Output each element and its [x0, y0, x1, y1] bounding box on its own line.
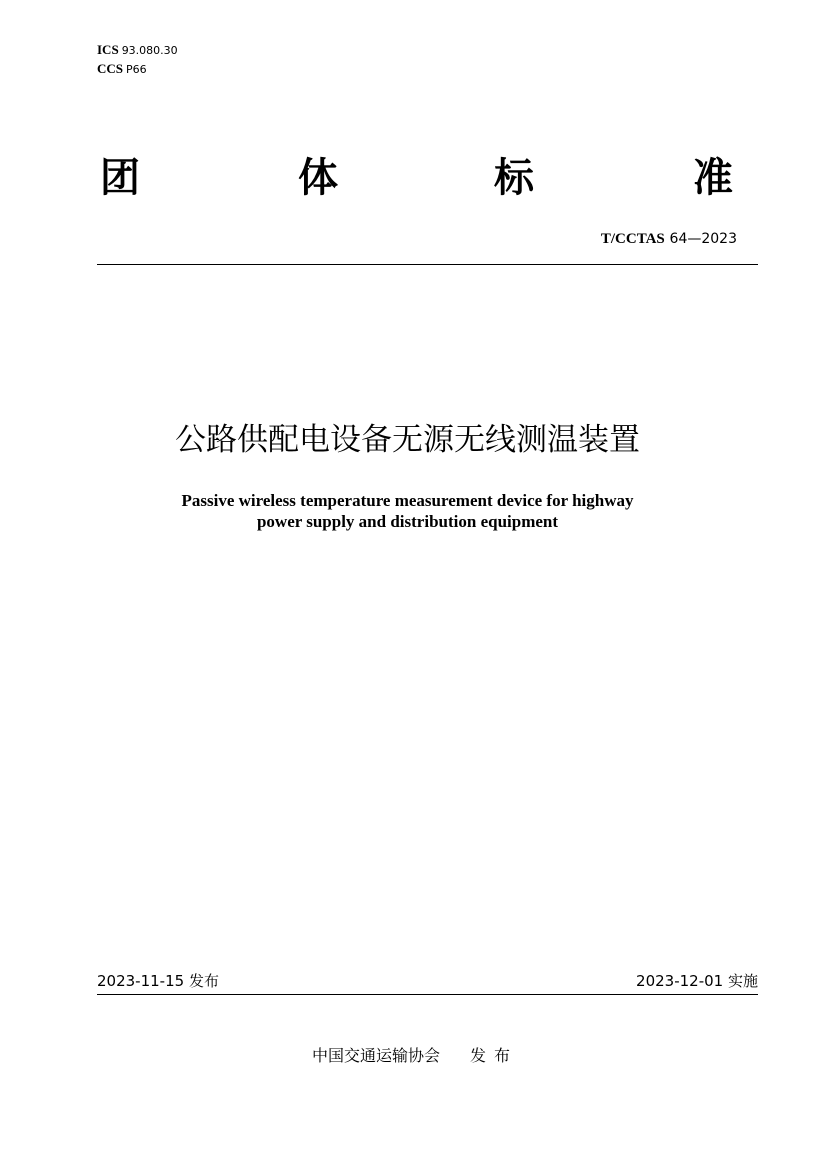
standard-code-prefix: T/CCTAS	[600, 231, 665, 247]
bottom-divider	[97, 994, 758, 995]
ics-value: 93.080.30	[121, 44, 178, 57]
document-title-en-line1: Passive wireless temperature measurement device for highway	[181, 491, 634, 510]
publish-date: 2023-11-15 发布	[97, 972, 219, 990]
document-title-cn: 公路供配电设备无源无线测温装置	[175, 422, 640, 458]
title-char-1: 团	[100, 155, 140, 201]
standard-code-number: 64—2023	[669, 231, 737, 247]
top-divider	[97, 264, 758, 265]
title-char-3: 标	[494, 155, 534, 201]
ccs-label: CCS	[97, 61, 124, 76]
ics-code	[97, 42, 178, 59]
document-title-en-line2: power supply and distribution equipment	[256, 512, 559, 531]
standard-code	[601, 228, 737, 249]
document-title-en	[0, 490, 815, 532]
title-char-2: 体	[298, 155, 338, 201]
publisher	[312, 1044, 518, 1068]
ccs-value: P66	[126, 63, 147, 76]
ics-label: ICS	[97, 42, 119, 57]
publisher-name: 中国交通运输协会	[312, 1046, 441, 1065]
implement-date: 2023-12-01 实施	[636, 972, 758, 990]
title-char-4: 准	[693, 155, 733, 201]
publisher-issue-label: 发布	[470, 1046, 519, 1065]
ccs-code	[97, 61, 147, 78]
